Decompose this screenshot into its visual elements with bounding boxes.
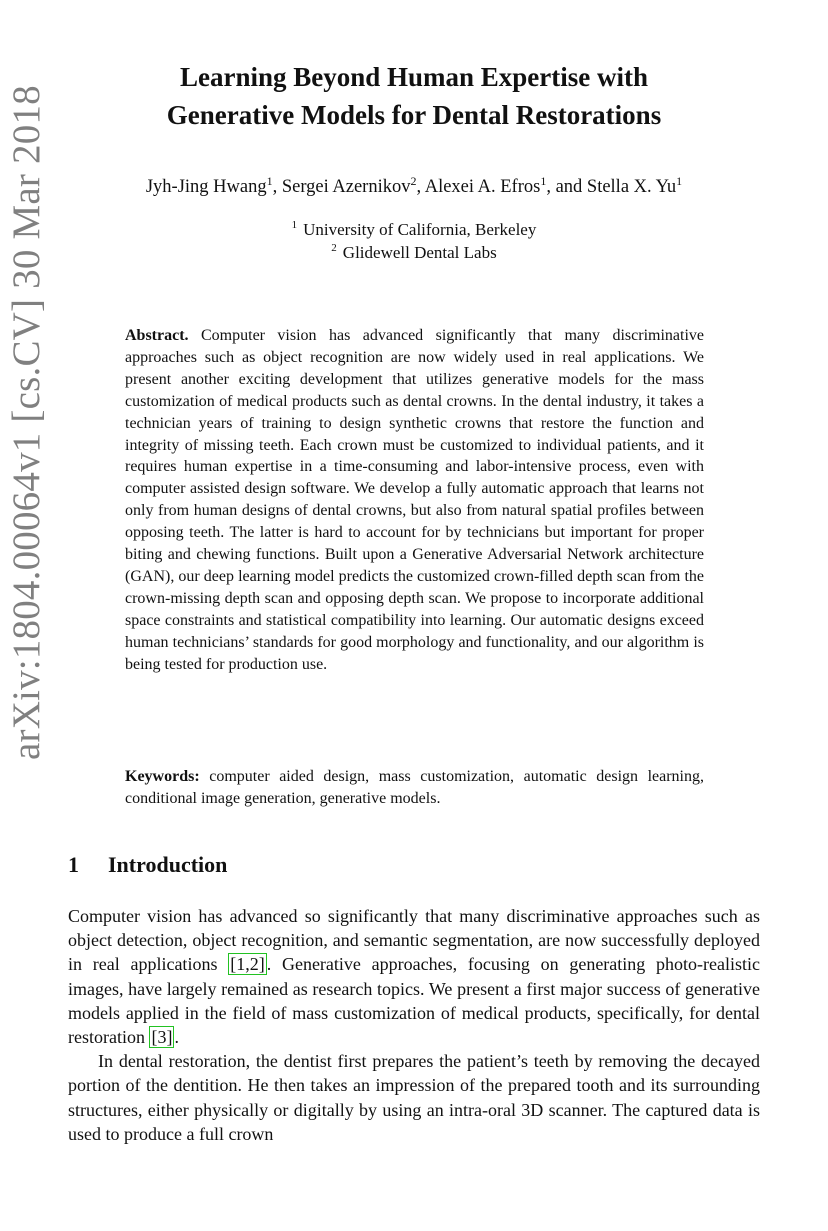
affiliation-list (60, 218, 768, 264)
paragraph-text: . Generative approaches, focusing on generating photo-realistic images, have largely remained as research topics. We present a first major success of generative models applied in the field of mass customization of medical products, specifically, for dental restoration (68, 954, 761, 1048)
arxiv-identifier: arXiv:1804.00064v1 [cs.CV] 30 Mar 2018 (5, 85, 48, 760)
author-affiliation-mark: 1 (266, 173, 273, 188)
section-title: Introduction (108, 852, 228, 877)
author-list (60, 174, 768, 200)
paragraph-text: . (174, 1027, 179, 1048)
author-affiliation-mark: 1 (540, 173, 547, 188)
title-line-2: Generative Models for Dental Restorations (166, 100, 662, 130)
paragraph-text: In dental restoration, the dentist first prepares the patient’s teeth by removing the decayed portion of the dentition. He then takes an impression of the prepared tooth and its surrounding structures, either physically or digitally by using an intra-oral 3D scanner. The captured data is used to produce a full crown (68, 1051, 760, 1144)
author-affiliation-mark: 1 (676, 173, 683, 188)
section-number: 1 (68, 852, 79, 877)
affiliation-name: Glidewell Dental Labs (342, 243, 497, 262)
abstract-text: Computer vision has advanced significantly that many discriminative approaches such as object recognition are now widely used in real applications. We present another exciting development that utilizes generative models for the mass customization of medical products such as dental crowns. In the dental industry, it takes a technician years of training to design synthetic crowns that restore the function and integrity of missing teeth. Each crown must be customized to individual patients, and it requires human expertise in a time-consuming and labor-intensive process, even with computer assisted design software. We develop a fully automatic approach that learns not only from human designs of dental crowns, but also from natural spatial profiles between opposing teeth. The latter is hard to account for by technicians but important for proper biting and chewing functions. Built upon a Generative Adversarial Network architecture (GAN), our deep learning model predicts the customized crown-filled depth scan from the crown-missing depth scan and opposing depth scan. We propose to incorporate additional space constraints and statistical compatibility into learning. Our automatic designs exceed human technicians’ standards for good morphology and functionality, and our algorithm is being tested for production use. (125, 327, 705, 673)
section-heading (68, 850, 227, 880)
author-name: Jyh-Jing Hwang (145, 177, 267, 197)
paragraph-text: Computer vision has advanced so significantly that many discriminative approaches such as object detection, object recognition, and semantic segmentation, are now successfully deployed in real applications (68, 906, 760, 975)
author-separator: , (416, 177, 425, 197)
keywords (125, 766, 704, 810)
affiliation-name: University of California, Berkeley (303, 220, 537, 239)
introduction-body (68, 904, 760, 1146)
affiliation-number: 2 (331, 242, 337, 255)
author-separator: , (272, 177, 282, 197)
citation-link[interactable]: [1,2] (230, 954, 265, 975)
affiliation-number: 1 (291, 219, 298, 232)
author-name: Stella X. Yu (586, 177, 677, 197)
paragraph (68, 1049, 760, 1146)
author-name: Sergei Azernikov (281, 177, 411, 197)
affiliation-item (60, 241, 768, 264)
author-affiliation-mark: 2 (410, 173, 417, 188)
abstract-label: Abstract. (125, 327, 189, 344)
paper-title (60, 58, 768, 134)
abstract (125, 325, 704, 676)
title-line-1: Learning Beyond Human Expertise with (179, 62, 649, 92)
author-name: Alexei A. Efros (424, 177, 541, 197)
author-separator: , and (546, 177, 587, 197)
keywords-label: Keywords: (125, 768, 200, 785)
paragraph (68, 904, 760, 1049)
affiliation-item (60, 218, 768, 241)
citation-link[interactable]: [3] (151, 1027, 173, 1048)
keywords-text: computer aided design, mass customization, automatic design learning, conditional image generation, generative models. (125, 768, 704, 807)
